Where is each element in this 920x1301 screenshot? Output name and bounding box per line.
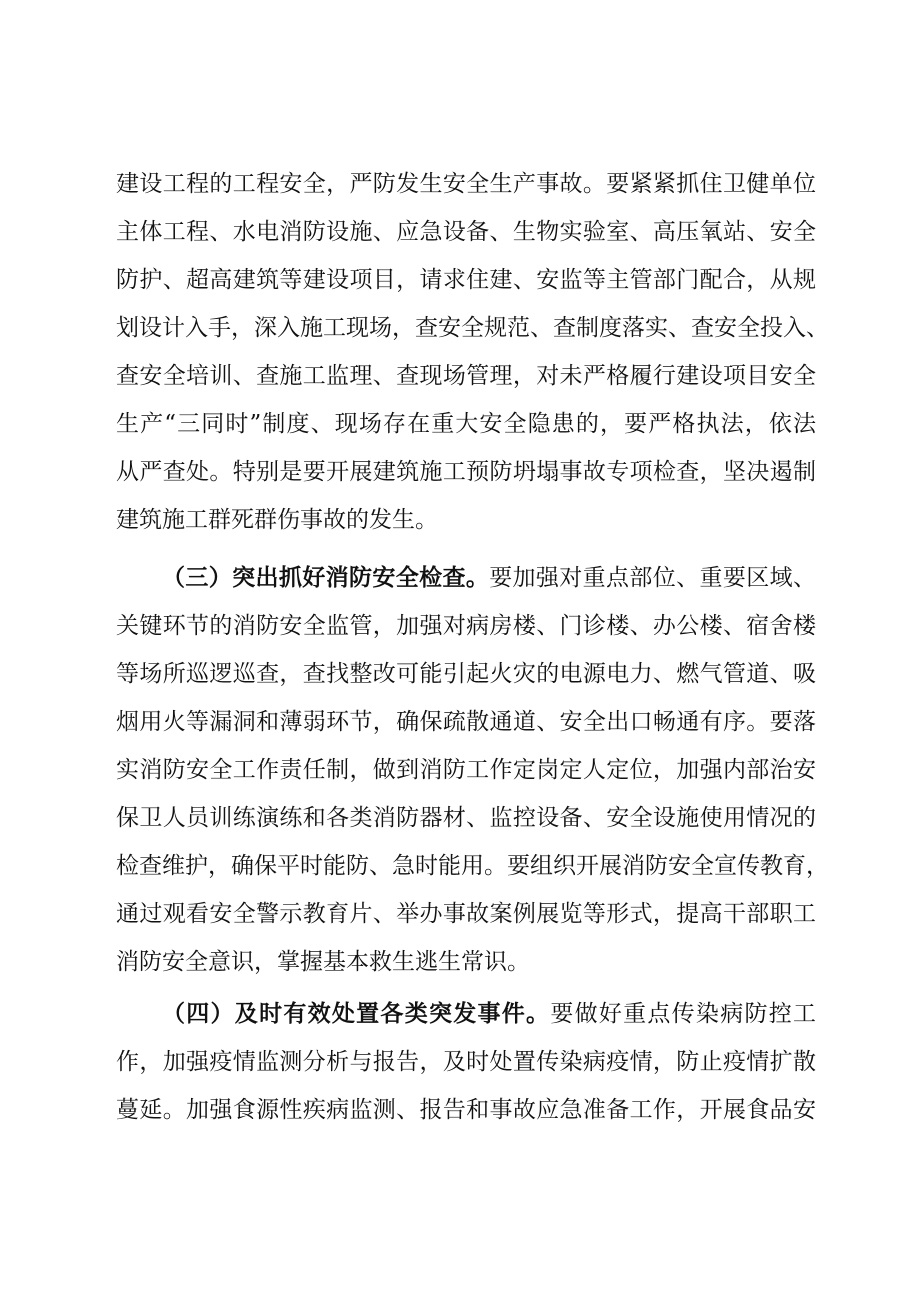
paragraph-line: 建设工程的工程安全，严防发生安全生产事故。要紧紧抓住卫健单位 bbox=[116, 171, 816, 197]
paragraph-line: 从严查处。特别是要开展建筑施工预防坍塌事故专项检查，坚决遏制 bbox=[116, 459, 816, 485]
section-3-first-line-text: 要加强对重点部位、重要区域、 bbox=[489, 565, 817, 591]
section-3-first-line bbox=[162, 554, 816, 602]
paragraph-line: 保卫人员训练演练和各类消防器材、监控设备、安全设施使用情况的 bbox=[116, 805, 816, 831]
paragraph-line: 蔓延。加强食源性疾病监测、报告和事故应急准备工作，开展食品安 bbox=[116, 1097, 816, 1123]
paragraph-line: 建筑施工群死群伤事故的发生。 bbox=[116, 507, 438, 533]
paragraph-line: 防护、超高建筑等建设项目，请求住建、安监等主管部门配合，从规 bbox=[116, 267, 816, 293]
section-4-first-line-text: 要做好重点传染病防控工 bbox=[550, 1001, 817, 1027]
paragraph-line: 作，加强疫情监测分析与报告，及时处置传染病疫情，防止疫情扩散 bbox=[116, 1049, 816, 1075]
paragraph-line: 消防安全意识，掌握基本救生逃生常识。 bbox=[116, 949, 530, 975]
section-3-heading: （三）突出抓好消防安全检查。 bbox=[162, 565, 490, 591]
paragraph-line: 查安全培训、查施工监理、查现场管理，对未严格履行建设项目安全 bbox=[116, 363, 816, 389]
paragraph-line: 生产“三同时”制度、现场存在重大安全隐患的，要严格执法，依法 bbox=[116, 411, 816, 437]
paragraph-line: 主体工程、水电消防设施、应急设备、生物实验室、高压氧站、安全 bbox=[116, 219, 816, 245]
paragraph-line: 等场所巡逻巡查，查找整改可能引起火灾的电源电力、燃气管道、吸 bbox=[116, 661, 816, 687]
paragraph-line: 实消防安全工作责任制，做到消防工作定岗定人定位，加强内部治安 bbox=[116, 757, 816, 783]
section-4-first-line bbox=[162, 990, 816, 1038]
paragraph-line: 通过观看安全警示教育片、举办事故案例展览等形式，提高干部职工 bbox=[116, 901, 816, 927]
paragraph-line: 划设计入手，深入施工现场，查安全规范、查制度落实、查安全投入、 bbox=[116, 315, 829, 341]
section-4-heading: （四）及时有效处置各类突发事件。 bbox=[162, 1001, 551, 1027]
paragraph-line: 烟用火等漏洞和薄弱环节，确保疏散通道、安全出口畅通有序。要落 bbox=[116, 709, 816, 735]
paragraph-line: 关键环节的消防安全监管，加强对病房楼、门诊楼、办公楼、宿舍楼 bbox=[116, 613, 816, 639]
paragraph-line: 检查维护，确保平时能防、急时能用。要组织开展消防安全宣传教育， bbox=[116, 853, 829, 879]
